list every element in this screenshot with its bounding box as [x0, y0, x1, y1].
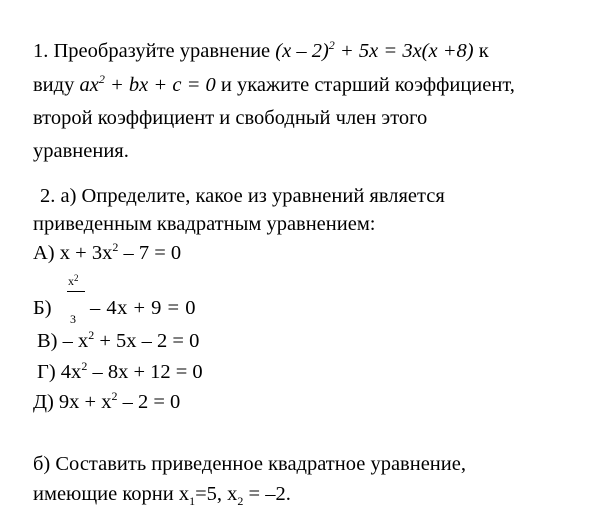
option-a: А) $x + 3x^2 - 7 = 0$	[33, 240, 182, 264]
equation-standard-form: $ax^2$ + bx + c = 0	[79, 72, 216, 96]
task1-line1: 1. Преобразуйте уравнение (x – 2)$^2$ + 5x = 3x(x +8) к	[33, 38, 489, 62]
option-v: $В) - x^2 + 5x - 2 = 0$	[37, 328, 200, 352]
option-d: Д) $9x + x^2 - 2 = 0$	[33, 389, 181, 413]
task2-line2: приведенным квадратным уравнением:	[33, 213, 376, 235]
equation-original: (x – 2)$^2$ + 5x = 3x(x +8)	[275, 38, 474, 62]
task2-part-b-line1: б) Составить приведенное квадратное уравнение,	[33, 453, 466, 475]
task2-part-b-line2: имеющие корни $x_1=5$, $x_2 = -2$.	[33, 483, 291, 508]
task1-line3: второй коэффициент и свободный член этого	[33, 107, 428, 129]
fraction-numerator: $x^2$	[68, 273, 79, 288]
option-b-rest: – 4x + 9 = 0	[90, 297, 196, 319]
option-g: Г) $4x^2 - 8x + 12 = 0$	[37, 359, 203, 383]
task1-line2: виду $ax^2$ + bx + c = 0 и укажите старший коэффициент,	[33, 72, 515, 96]
task1-line4: уравнения.	[33, 140, 129, 162]
fraction-denominator: 3	[70, 312, 76, 326]
task2-line1: 2. а) Определите, какое из уравнений является	[40, 185, 445, 207]
fraction-bar	[67, 291, 85, 292]
option-b-label: Б)	[33, 297, 52, 319]
